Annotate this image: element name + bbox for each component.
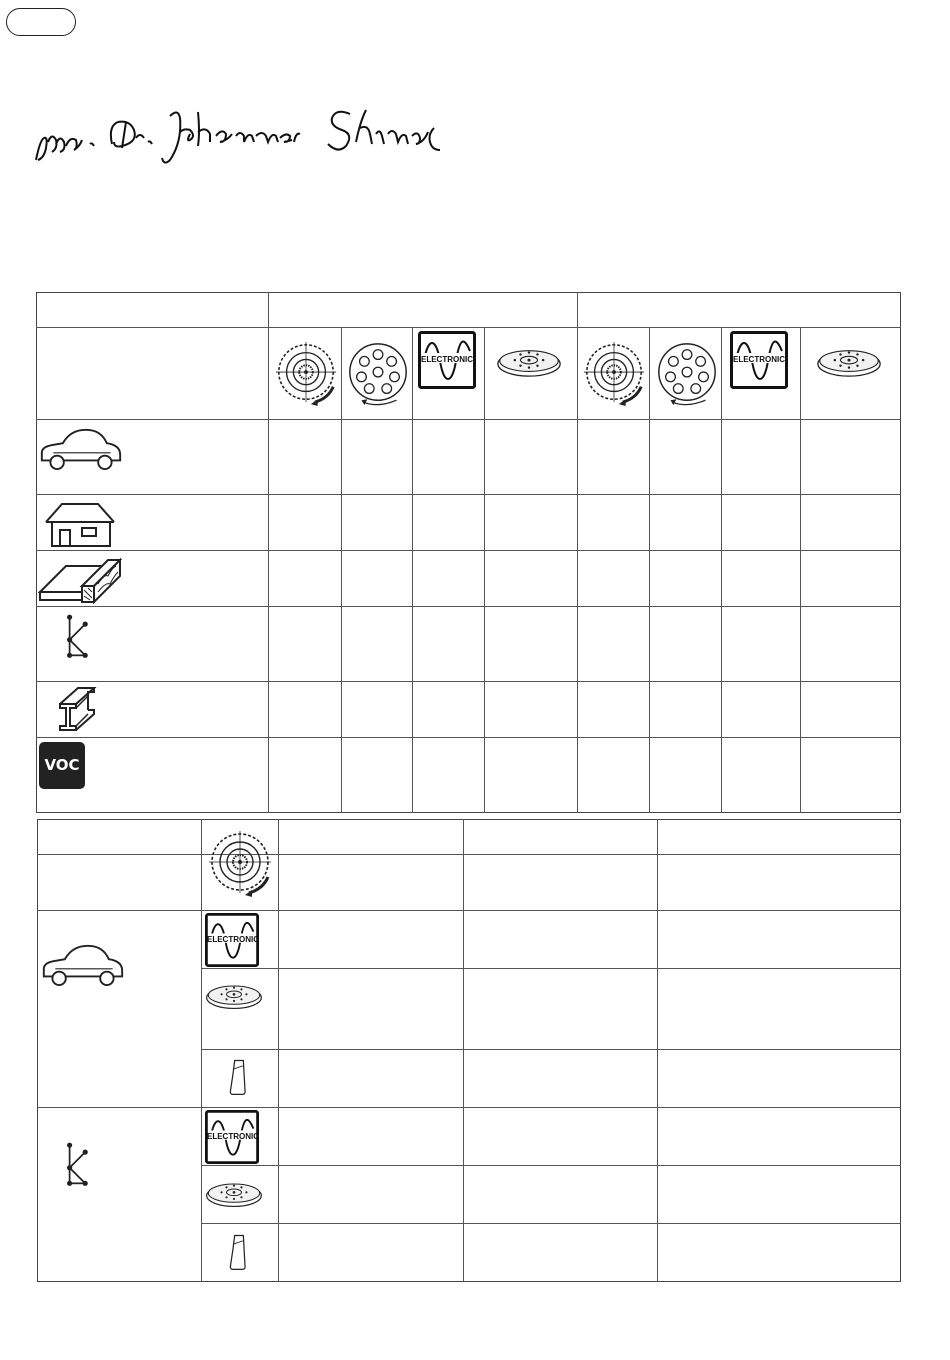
rotary-motion-icon: [580, 336, 648, 412]
wood-boards-icon: [38, 556, 122, 604]
table-2: [37, 819, 901, 1282]
rotary-motion-icon: [205, 824, 275, 904]
house-icon: [44, 500, 116, 548]
country-badge: [6, 8, 76, 36]
electronic-wave-icon: [205, 1110, 259, 1164]
k-node-structure-icon: [62, 1140, 98, 1192]
electronic-label: ELECTRONIC: [733, 355, 785, 364]
polish-bottle-icon: [226, 1230, 252, 1274]
car-icon: [38, 424, 124, 472]
k-node-structure-icon: [62, 612, 98, 664]
sanding-pad-icon: [205, 1176, 263, 1212]
rotary-motion-icon: [272, 336, 340, 412]
sanding-pad-icon: [496, 343, 562, 381]
random-orbital-motion-icon: [653, 336, 721, 412]
signature: [30, 102, 450, 174]
electronic-label: ELECTRONIC: [207, 935, 259, 944]
car-icon: [40, 940, 126, 988]
electronic-wave-icon: [730, 331, 788, 389]
voc-label: VOC: [44, 756, 80, 774]
sanding-pad-icon: [816, 343, 882, 381]
electronic-wave-icon: [418, 331, 476, 389]
electronic-label: ELECTRONIC: [421, 355, 473, 364]
voc-icon: [39, 742, 85, 789]
polish-bottle-icon: [226, 1055, 252, 1099]
sanding-pad-icon: [205, 978, 263, 1014]
random-orbital-motion-icon: [344, 336, 412, 412]
electronic-label: ELECTRONIC: [207, 1132, 259, 1141]
steel-beam-icon: [54, 686, 104, 734]
electronic-wave-icon: [205, 913, 259, 967]
